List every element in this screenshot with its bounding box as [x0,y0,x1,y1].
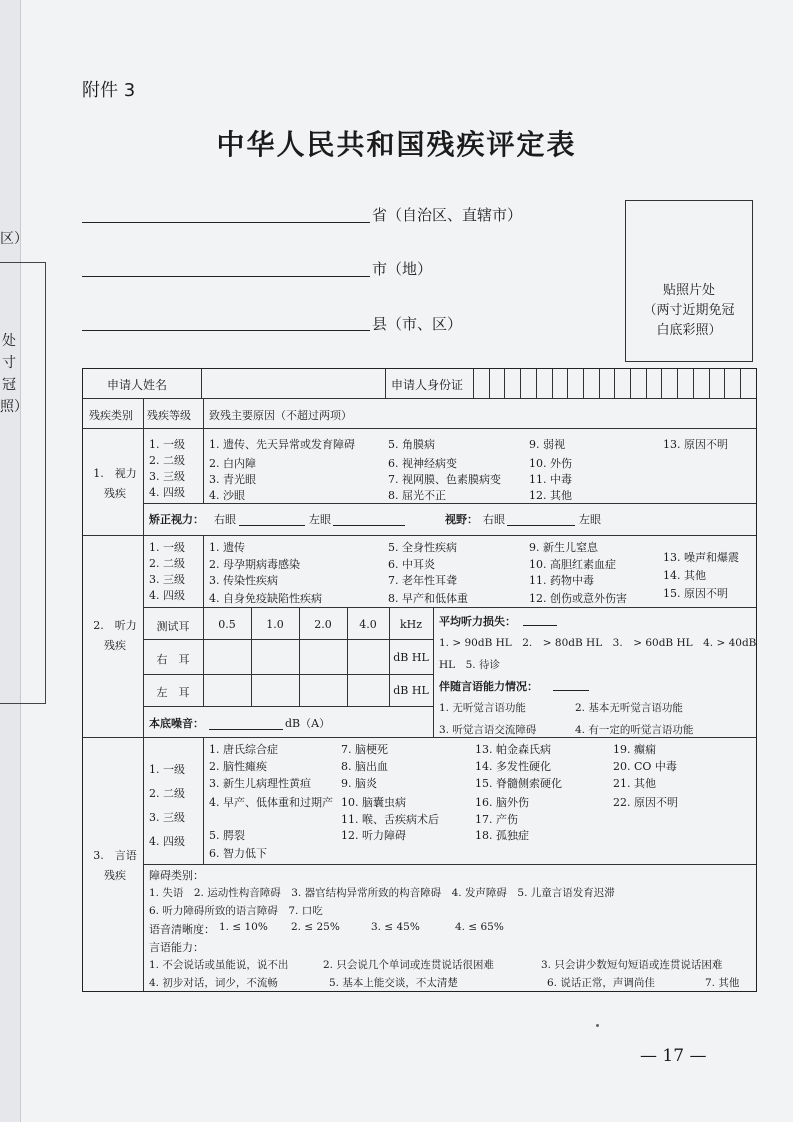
right-ear-input-cells[interactable] [204,640,388,673]
grid-line [143,864,756,865]
edge-text: 照） [0,399,28,415]
speech-cause-option[interactable]: 3. 新生儿病理性黄疸 [209,777,311,790]
grid-line [83,428,756,429]
noise-label: 本底噪音： [149,717,204,730]
vision-cause-option[interactable]: 1. 遗传、先天异常或发育障碍 [209,438,355,451]
vision-cause-option[interactable]: 4. 沙眼 [209,489,245,502]
id-cell-divider [693,369,694,398]
grid-line [201,369,202,398]
grid-line [143,706,433,707]
id-cell-divider [536,369,537,398]
vision-cause-option[interactable]: 7. 视网膜、色素膜病变 [388,473,501,486]
corrected-right-field[interactable] [239,525,305,526]
avg-loss-label: 平均听力损失： [439,615,516,628]
vision-grade-option[interactable]: 1. 一级 [149,438,185,451]
clarity-option: 4. ≤ 65% [455,921,504,933]
ability-option: 6. 说话正常，声调尚佳 [547,977,655,989]
clarity-option: 1. ≤ 10% [219,921,268,933]
avg-loss-options-2: HL 5. 待诊 [439,659,500,671]
hearing-cause-option[interactable]: 14. 其他 [663,569,706,582]
vision-cause-option[interactable]: 12. 其他 [529,489,572,502]
speech-grade-option[interactable]: 4. 四级 [149,835,185,848]
hearing-grade-option[interactable]: 1. 一级 [149,541,185,554]
vision-cause-option[interactable]: 13. 原因不明 [663,438,728,451]
obstacle-options: 1. 失语 2. 运动性构音障碍 3. 器官结构异常所致的构音障碍 4. 发声障碍 5. 儿童言语发育迟滞 [149,887,615,899]
applicant-name-field[interactable] [203,371,386,396]
grid-line [143,607,756,608]
vision-cause-option[interactable]: 5. 角膜病 [388,438,435,451]
grid-line [83,737,756,738]
noise-field[interactable] [209,729,283,730]
county-line[interactable] [82,330,370,331]
freq-label: 1.0 [266,618,284,631]
edge-text: 区） [0,231,28,247]
avg-loss-field[interactable] [523,625,557,626]
hearing-cause-option[interactable]: 9. 新生儿窒息 [529,541,598,554]
hearing-cause-option[interactable]: 10. 高胆红素血症 [529,558,616,571]
hearing-cause-option[interactable]: 1. 遗传 [209,541,245,554]
city-label: 市（地） [372,260,433,278]
photo-label: （两寸近期免冠 [643,303,735,318]
hearing-cause-option[interactable]: 13. 噪声和爆震 [663,551,739,564]
hearing-cause-option[interactable]: 15. 原因不明 [663,587,728,600]
freq-label: 0.5 [218,618,236,631]
vision-cause-option[interactable]: 10. 外伤 [529,457,572,470]
obstacle-title: 障碍类别： [149,869,204,882]
photo-box [625,200,753,362]
vision-grade-option[interactable]: 4. 四级 [149,486,185,499]
vision-cause-option[interactable]: 6. 视神经病变 [388,457,457,470]
hearing-label: 2. 听力 [93,619,137,632]
id-cell-divider [740,369,741,398]
hearing-cause-option[interactable]: 12. 创伤或意外伤害 [529,592,627,605]
ability-option: 5. 基本上能交谈，不太清楚 [329,977,458,989]
grid-line [203,535,204,607]
hearing-cause-option[interactable]: 7. 老年性耳聋 [388,574,457,587]
speech-cause-option[interactable]: 21. 其他 [613,777,656,790]
hearing-cause-option[interactable]: 11. 药物中毒 [529,574,594,587]
speech-cause-option[interactable]: 9. 脑炎 [341,777,377,790]
id-cell-divider [709,369,710,398]
vision-cause-option[interactable]: 3. 青光眼 [209,473,256,486]
speech-cause-option[interactable]: 5. 腭裂 [209,829,245,842]
clarity-title: 语音清晰度： [149,923,215,936]
speech-cause-option[interactable]: 2. 脑性瘫痪 [209,760,267,773]
id-cell-divider [614,369,615,398]
speech-option: 1. 无听觉言语功能 [439,702,526,714]
speech-grade-option[interactable]: 1. 一级 [149,763,185,776]
grid-line [385,369,386,398]
field-right-label: 右眼 [483,513,505,526]
id-cell-divider [677,369,678,398]
speech-cause-option[interactable]: 18. 孤独症 [475,829,529,842]
speech-cause-option[interactable]: 8. 脑出血 [341,760,388,773]
grid-line [203,398,204,503]
applicant-id-label: 申请人身份证 [391,378,464,392]
province-label: 省（自治区、直辖市） [372,206,523,224]
speech-cause-option[interactable]: 15. 脊髓侧索硬化 [475,777,562,790]
id-cell-divider [520,369,521,398]
speech-cause-option[interactable]: 22. 原因不明 [613,796,678,809]
corrected-right-label: 右眼 [214,513,236,526]
freq-label: 4.0 [359,618,377,631]
field-left-label: 左眼 [579,513,601,526]
page-title: 中华人民共和国残疾评定表 [216,128,577,161]
vision-cause-option[interactable]: 11. 中毒 [529,473,572,486]
hearing-cause-option[interactable]: 8. 早产和低体重 [388,592,468,605]
test-ear-label: 测试耳 [156,620,190,633]
id-cell-divider [504,369,505,398]
edge-text: 寸 [2,355,16,371]
edge-text: 冠 [2,377,16,393]
speech-option: 2. 基本无听觉言语功能 [575,702,683,714]
vision-cause-option[interactable]: 2. 白内障 [209,457,256,470]
noise-unit: dB（A） [285,717,331,730]
id-cell-divider [552,369,553,398]
speech-cause-option[interactable]: 10. 脑囊虫病 [341,796,406,809]
applicant-name-label: 申请人姓名 [107,378,168,392]
vision-cause-option[interactable]: 8. 屈光不正 [388,489,446,502]
speech-ability-field[interactable] [553,690,589,691]
hearing-cause-option[interactable]: 2. 母孕期病毒感染 [209,558,300,571]
vision-grade-option[interactable]: 3. 三级 [149,470,185,483]
speech-cause-option[interactable]: 13. 帕金森氏病 [475,743,551,756]
speech-ability-label: 伴随言语能力情况： [439,680,538,693]
id-cell-divider [724,369,725,398]
photo-label: 白底彩照） [656,323,722,338]
attachment-label: 附件 3 [82,80,136,101]
header-type: 残疾类别 [89,409,133,422]
city-line[interactable] [82,276,370,277]
id-cell-divider [646,369,647,398]
speech-option: 4. 有一定的听觉言语功能 [575,724,694,736]
ability-title: 言语能力： [149,941,204,954]
clarity-option: 3. ≤ 45% [371,921,420,933]
speech-cause-option[interactable]: 7. 脑梗死 [341,743,388,756]
right-ear-label: 右 耳 [156,653,190,666]
speech-cause-option[interactable]: 17. 产伤 [475,813,518,826]
left-ear-unit: dB HL [393,684,429,697]
grid-line [203,737,204,864]
ability-option: 3. 只会讲少数短句短语或连贯说话困难 [541,959,723,971]
vision-grade-option[interactable]: 2. 二级 [149,454,185,467]
edge-text: 处 [2,333,16,349]
county-label: 县（市、区） [372,315,463,333]
grid-line [143,503,756,504]
id-cell-divider [473,369,474,398]
speech-cause-option[interactable]: 14. 多发性硬化 [475,760,551,773]
province-line[interactable] [82,222,370,223]
left-ear-input-cells[interactable] [204,675,388,705]
freq-unit-label: kHz [399,618,423,631]
page-number: — 17 — [640,1046,707,1066]
photo-label: 贴照片处 [662,283,715,298]
scan-speck [596,1024,599,1027]
hearing-grade-option[interactable]: 4. 四级 [149,589,185,602]
vision-label2: 残疾 [104,487,126,500]
speech-cause-option[interactable]: 4. 早产、低体重和过期产 [209,796,333,809]
right-ear-unit: dB HL [393,651,429,664]
corrected-vision-label: 矫正视力： [149,513,204,526]
ability-option: 4. 初步对话，词少，不流畅 [149,977,278,989]
speech-grade-option[interactable]: 2. 二级 [149,787,185,800]
speech-cause-option[interactable]: 19. 癫痫 [613,743,656,756]
ability-option: 2. 只会说几个单词或连贯说话很困难 [323,959,494,971]
grid-line [143,398,144,737]
header-cause: 致残主要原因（不超过两项） [209,409,352,422]
grid-line [433,607,434,737]
disability-table [82,368,757,992]
corrected-left-field[interactable] [333,525,405,526]
hearing-cause-option[interactable]: 5. 全身性疾病 [388,541,457,554]
ability-option: 7. 其他 [705,977,740,989]
speech-cause-option[interactable]: 6. 智力低下 [209,847,267,860]
id-cell-divider [567,369,568,398]
speech-cause-option[interactable]: 1. 唐氏综合症 [209,743,278,756]
speech-section-label2: 残疾 [104,869,126,882]
hearing-label2: 残疾 [104,639,126,652]
speech-grade-option[interactable]: 3. 三级 [149,811,185,824]
hearing-grade-option[interactable]: 2. 二级 [149,557,185,570]
hearing-cause-option[interactable]: 4. 自身免疫缺陷性疾病 [209,592,322,605]
header-grade: 残疾等级 [147,409,191,422]
vision-cause-option[interactable]: 9. 弱视 [529,438,565,451]
vision-label: 1. 视力 [93,467,137,480]
left-ear-label: 左 耳 [156,686,190,699]
speech-cause-option[interactable]: 16. 脑外伤 [475,796,529,809]
clarity-option: 2. ≤ 25% [291,921,340,933]
hearing-cause-option[interactable]: 3. 传染性疾病 [209,574,278,587]
visual-field-label: 视野： [445,513,478,526]
ability-option: 1. 不会说话或虽能说，说不出 [149,959,289,971]
adjacent-page-box [0,262,46,704]
speech-option: 3. 听觉言语交流障碍 [439,724,537,736]
avg-loss-options: 1. > 90dB HL 2. > 80dB HL 3. > 60dB HL 4. > 40dB [439,637,757,649]
field-right-field[interactable] [507,525,575,526]
speech-cause-option[interactable]: 12. 听力障碍 [341,829,406,842]
freq-label: 2.0 [314,618,332,631]
hearing-grade-option[interactable]: 3. 三级 [149,573,185,586]
id-cell-divider [489,369,490,398]
id-cell-divider [599,369,600,398]
id-cell-divider [630,369,631,398]
hearing-cause-option[interactable]: 6. 中耳炎 [388,558,435,571]
id-cell-divider [583,369,584,398]
speech-cause-option[interactable]: 11. 喉、舌疾病术后 [341,813,439,826]
grid-line [83,398,756,399]
id-cell-divider [661,369,662,398]
speech-cause-option[interactable]: 20. CO 中毒 [613,760,677,773]
grid-line [83,535,756,536]
corrected-left-label: 左眼 [309,513,331,526]
speech-section-label: 3. 言语 [93,849,137,862]
obstacle-options-2: 6. 听力障碍所致的语言障碍 7. 口吃 [149,905,323,917]
